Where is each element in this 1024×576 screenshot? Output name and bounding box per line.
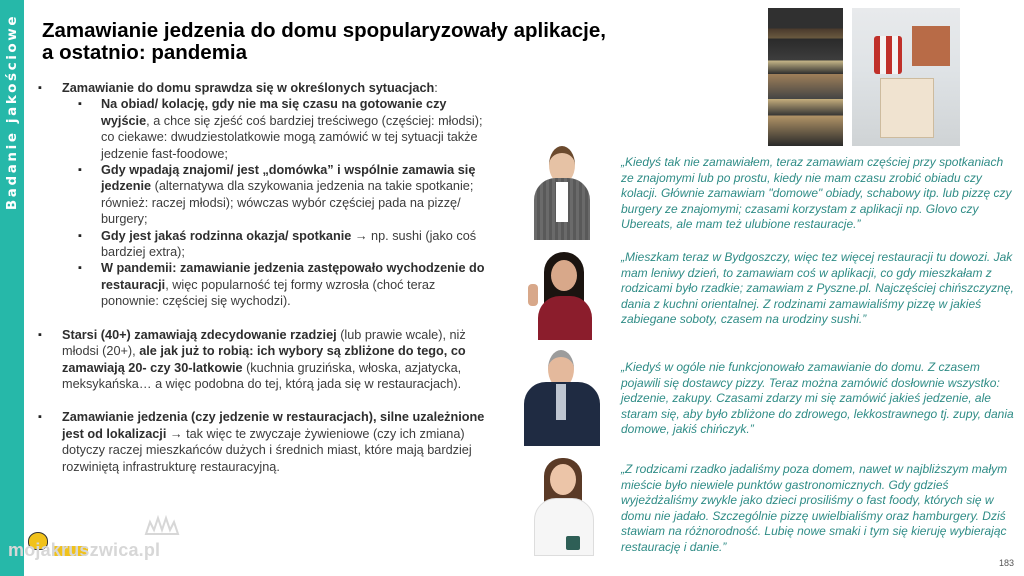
sub-bullet-1 — [38, 96, 493, 162]
sub-bullet-2 — [38, 162, 493, 228]
bullet-intro-rest: : — [434, 81, 438, 95]
section-label: Badanie jakościowe — [4, 13, 20, 211]
crest-icon — [140, 514, 184, 538]
bullet-age-mid: (lub prawie wcale), niż młodsi (20+), — [62, 327, 466, 359]
quote-3: „Kiedyś w ogóle nie funkcjonowało zamawianie do domu. Z czasem pojawili się dostawcy pizzy. Teraz można zamówić dosłownie wszystko: jedzenie, zakupy. Czasami zdarzy mi się zamówić jakieś jedzenie, ale staram się, aby było zbliżone do zdrowego, lekkostrawnego tj. zupy, dania domowe, jakiś chińczyk.” — [621, 360, 1014, 437]
sub-bullet-1-rest: , a chce się zjeść coś bardziej treściwego (częściej: młodsi); co ciekawe: dwudziestolatkowie mogą zamówić w tej sytuacji także jedzenie fast-foodowe; — [101, 113, 483, 161]
bullet-age-bold-2: ale jak już to robią: ich wybory są zbliżone do tego, co zamawiają 20- czy 30-latkowie — [62, 344, 466, 375]
sub-bullet-2-rest: (alternatywa dla szykowania jedzenia na takie spotkanie; również: raczej młodsi); wówczas wybór częściej pada na pizzę/ burgery; — [101, 179, 474, 227]
bullet-intro — [38, 80, 493, 96]
chicken-bucket-shape — [874, 36, 902, 74]
bullet-intro-bold: Zamawianie do domu sprawdza się w określonych sytuacjach — [62, 81, 435, 95]
sub-bullet-3 — [38, 228, 493, 261]
quote-2: „Mieszkam teraz w Bydgoszczy, więc tez więcej restauracji tu dowozi. Jak mam leniwy dzień, to zamawiam coś w aplikacji, co gdy mieszkałam z rodzicami było rzadkie; zamawiam z Pyszne.pl. Najczęściej chińszczyznę, dania z kuchni orientalnej. Z rodzinami zamawialiśmy pizzę w jakieś zabiegane soboty, czasem na urodziny sushi.” — [621, 250, 1014, 327]
sub-bullet-3-rest: → np. sushi (jako coś bardziej extra); — [101, 228, 477, 260]
bullet-list — [38, 80, 493, 475]
bullet-location-rest: → tak więc te zwyczaje żywieniowe (czy ich zmiana) dotyczy raczej mieszkańców dużych i średnich miast, które mają bardziej rozwiniętą infrastrukturę restauracyjną. — [62, 426, 472, 474]
quote-4: „Z rodzicami rzadko jadaliśmy poza domem, nawet w najbliższym małym mieście było niewiele punktów gastronomicznych. Gdy gdzieś wyjeżdżaliśmy zwykle jako dzieci prosiliśmy o fast foody, których się w domu nie jadało. Szczególnie pizzę uwielbialiśmy oraz hamburgery. Dziś stawiam na różnorodność. Lubię nowe smaki i tym się kieruję wybierając restaurację i danie.” — [621, 462, 1008, 554]
quote-1: „Kiedyś tak nie zamawiałem, teraz zamawiam częściej przy spotkaniach ze znajomymi lub po prostu, kiedy nie mam czasu zrobić obiadu czy kolacji. Głównie zamawiam "domowe" obiady, schabowy itp. lub pizzę czy burgery ze znajomymi; czasami korzystam z aplikacji np. Glovo czy Ubereats, ale mam też ulubione restauracje.” — [621, 155, 1012, 232]
title-line-2: a ostatnio: pandemia — [42, 41, 248, 64]
fast-food-photo — [852, 8, 960, 146]
side-accent-bar — [0, 0, 24, 576]
sub-bullet-4 — [38, 260, 493, 309]
title-line-1: Zamawianie jedzenia do domu spopularyzowały aplikacje, — [42, 19, 606, 42]
young-woman-photo — [522, 250, 606, 348]
bullet-location — [38, 409, 493, 475]
bullet-location-bold: Zamawianie jedzenia (czy jedzenie w restauracjach), silne uzależnione jest od lokalizacji — [62, 410, 485, 441]
page-number: 183 — [998, 558, 1014, 568]
watermark-text: mojakruszwica.pl — [8, 540, 161, 560]
older-man-photo — [520, 348, 604, 446]
paper-bag-shape — [880, 78, 934, 138]
bullet-age-bold: Starsi (40+) zamawiają zdecydowanie rzadziej — [62, 327, 337, 342]
sub-bullet-3-bold: Gdy jest jakaś rodzinna okazja/ spotkanie — [101, 228, 352, 243]
woman-with-mug-photo — [520, 456, 604, 554]
slide-title — [42, 20, 682, 64]
sub-bullet-4-rest: , więc popularność tej formy wzrosła (choć teraz ponownie: częściej się wychodzi). — [101, 277, 436, 309]
sub-bullet-1-bold: Na obiad/ kolację, gdy nie ma się czasu na gotowanie czy wyjście — [101, 97, 447, 128]
bullet-age — [38, 327, 493, 393]
sub-bullet-2-bold: Gdy wpadają znajomi/ jest „domówka” i wspólnie zamawia się jedzenie — [101, 163, 476, 194]
sub-bullet-4-bold: W pandemii: zamawianie jedzenia zastępowało wychodzenie do restauracji — [101, 261, 485, 292]
bullet-age-rest: (kuchnia gruzińska, włoska, azjatycka, meksykańska… a więc podobna do tej, którą jada się w restauracjach). — [62, 360, 462, 391]
young-man-photo — [520, 142, 604, 240]
sushi-photo — [768, 8, 843, 146]
food-box-shape — [912, 26, 950, 66]
